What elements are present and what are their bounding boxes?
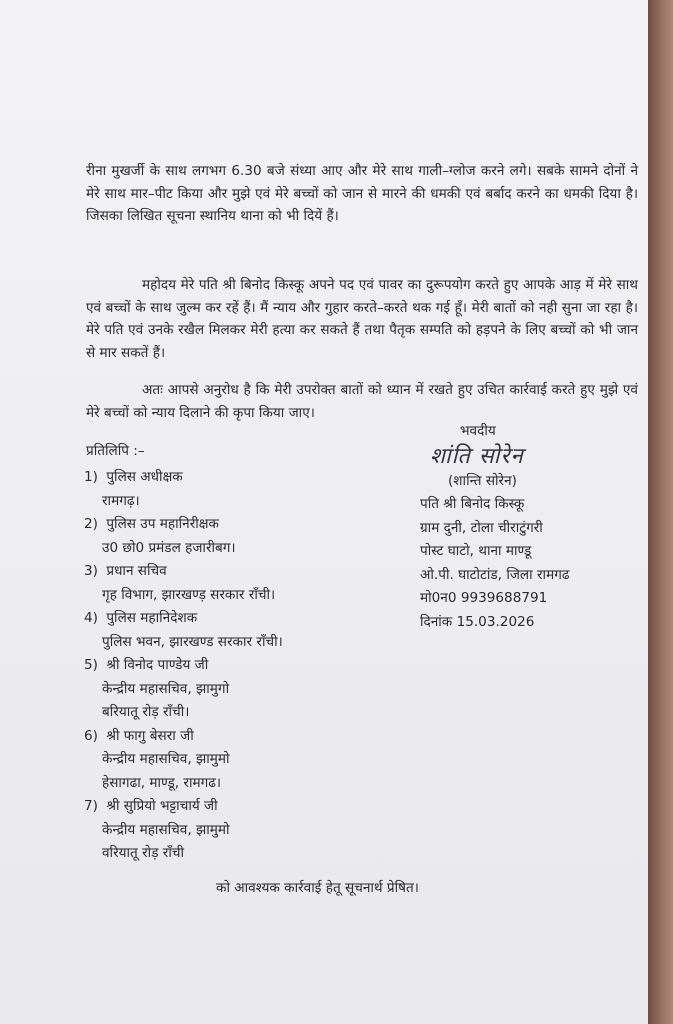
cc-item	[84, 560, 384, 607]
cc-line: श्री फागु बेसरा जी	[106, 727, 194, 744]
cc-line: बरियातू रोड़ राँची।	[102, 704, 190, 720]
cc-number: 5)	[84, 657, 98, 673]
paragraph-request: अतः आपसे अनुरोध है कि मेरी उपरोक्त बातों को ध्यान में रखते हुए उचित कार्रवाई करते हुए मुझे एवं मेरे बच्चों को न्याय दिलाने की कृपा किया जाए।	[86, 382, 638, 421]
cc-number: 6)	[84, 727, 98, 744]
cc-list	[84, 466, 384, 866]
cc-line: केन्द्रीय महासचिव, झामुगो	[102, 680, 230, 697]
address-line: ग्राम दुनी, टोला चीराटुंगरी	[420, 519, 543, 536]
cc-number: 7)	[84, 798, 98, 814]
cc-line: गृह विभाग, झारखण्ड़ सरकार राँची।	[102, 586, 276, 603]
address-line: पति श्री बिनोद किस्कू	[420, 496, 525, 512]
cc-title: प्रतिलिपि :–	[86, 443, 145, 459]
sender-name: (शान्ति सोरेन)	[448, 472, 517, 489]
cc-number: 3)	[84, 563, 98, 579]
cc-closing-note: को आवश्यक कार्रवाई हेतू सूचनार्थ प्रेषित।	[216, 880, 419, 896]
cc-line: केन्द्रीय महासचिव, झामुमो	[102, 821, 230, 838]
cc-number: 2)	[84, 516, 98, 532]
signature: शांति सोरेन	[430, 443, 524, 469]
address-line: ओ.पी. घाटोटांड, जिला रामगढ	[420, 566, 570, 583]
cc-item	[84, 607, 384, 654]
cc-line: रामगढ़।	[102, 492, 140, 509]
cc-line: श्री विनोद पाण्डेय जी	[106, 657, 209, 673]
cc-item	[84, 725, 384, 796]
paragraph-complaint: रीना मुखर्जी के साथ लगभग 6.30 बजे संध्या आए और मेरे साथ गाली–ग्लोज करने लगे। सबके सामने दोनों ने मेरे साथ मार–पीट किया और मुझे एवं मेरे बच्चों को जान से मारने की धमकी एवं बर्बाद करने का धमकी दिया है। जिसका लिखित सूचना स्थानिय थाना को भी दियें हैं।	[86, 163, 638, 225]
cc-number: 4)	[84, 610, 98, 626]
cc-item	[84, 795, 384, 866]
cc-line: पुलिस उप महानिरीक्षक	[106, 516, 219, 532]
address-line: पोस्ट घाटो, थाना माण्डू	[420, 543, 532, 559]
closing: भवदीय	[460, 423, 496, 439]
cc-line: श्री सुप्रियो भट्टाचार्य जी	[106, 798, 218, 814]
phone-number: मो0न0 9939688791	[420, 590, 548, 606]
sender-block	[420, 420, 640, 634]
cc-line: उ0 छो0 प्रमंडल हजारीबग।	[102, 539, 236, 556]
cc-line: केन्द्रीय महासचिव, झामुमो	[102, 751, 230, 767]
cc-item	[84, 654, 384, 725]
letter-date: दिनांक 15.03.2026	[420, 613, 535, 630]
cc-line: पुलिस भवन, झारखण्ड सरकार राँची।	[102, 633, 283, 650]
cc-item	[84, 513, 384, 560]
cc-line: पुलिस अधीक्षक	[106, 469, 183, 485]
cc-line: प्रधान सचिव	[106, 563, 167, 579]
cc-line: हेसागढा, माण्डू, रामगढ।	[102, 774, 222, 791]
background-edge	[648, 0, 673, 1024]
cc-item	[84, 466, 384, 513]
cc-line: पुलिस महानिदेशक	[106, 610, 198, 626]
cc-number: 1)	[84, 469, 98, 485]
cc-line: वरियातू रोड़ राँची	[102, 845, 185, 861]
paragraph-misuse: महोदय मेरे पति श्री बिनोद किस्कू अपने पद एवं पावर का दुरूपयोग करते हुए आपके आड़ में मेरे साथ एवं बच्चों के साथ जुल्म कर रहें हैं। मैं न्याय और गुहार करते–करते थक गई हूँ। मेरी बातों को नही सुना जा रहा है। मेरे पति एवं उनके रखैल मिलकर मेरी हत्या कर सकते हैं तथा पैतृक सम्पति को हड़पने के लिए बच्चों को भी जान से मार सकतें हैं।	[86, 277, 638, 361]
